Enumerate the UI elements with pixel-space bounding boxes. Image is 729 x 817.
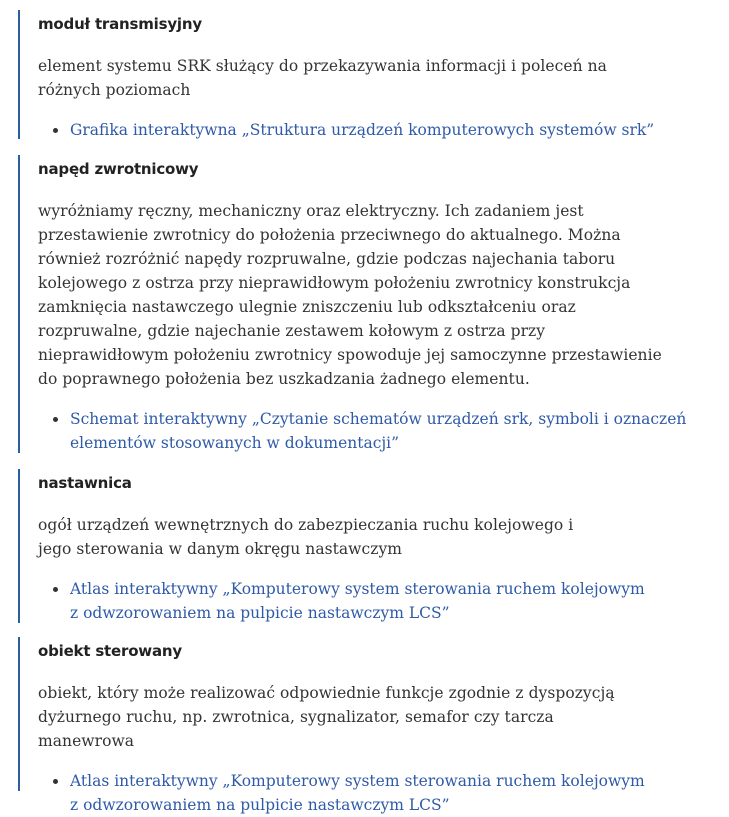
bullet-icon — [53, 779, 58, 784]
entry-term: moduł transmisyjny — [38, 15, 202, 33]
bullet-icon — [53, 128, 58, 133]
entry-definition: obiekt, który może realizować odpowiednie funkcje zgodnie z dyspozycją dyżurnego ruchu, np. zwrotnica, sygnalizator, semafor czy tarcza manewrowa — [38, 684, 615, 750]
entry-definition: wyróżniamy ręczny, mechaniczny oraz elektryczny. Ich zadaniem jest przestawienie zwrotnicy do położenia przeciwnego do aktualnego. Można również rozróżnić napędy rozpruwalne, gdzie podczas najechania taboru kolejowego z ostrza przy nieprawidłowym położeniu zwrotnicy konstrukcja zamknięcia nastawczego ulegnie zniszczeniu lub odkształceniu oraz rozpruwalne, gdzie najechanie zestawem kołowym z ostrza przy nieprawidłowym położeniu zwrotnicy spowoduje jej samoczynne przestawienie do poprawnego położenia bez uszkadzania żadnego elementu. — [38, 202, 662, 388]
bullet-icon — [53, 587, 58, 592]
entry-term: obiekt sterowany — [38, 642, 182, 660]
glossary-entry — [18, 10, 718, 139]
related-link-item — [38, 577, 718, 625]
related-link-item — [38, 118, 718, 142]
entry-definition: element systemu SRK służący do przekazywania informacji i poleceń na różnych poziomach — [38, 57, 607, 99]
related-resource-link[interactable]: Atlas interaktywny „Komputerowy system sterowania ruchem kolejowym z odwzorowaniem na pulpicie nastawczym LCS” — [70, 580, 645, 622]
bullet-icon — [53, 417, 58, 422]
glossary-entry — [18, 637, 718, 814]
related-links — [38, 769, 718, 817]
entry-definition: ogół urządzeń wewnętrznych do zabezpieczania ruchu kolejowego i jego sterowania w danym okręgu nastawczym — [38, 516, 574, 558]
related-links — [38, 577, 718, 625]
glossary-list — [0, 10, 729, 814]
related-resource-link[interactable]: Grafika interaktywna „Struktura urządzeń komputerowych systemów srk” — [70, 121, 655, 139]
related-links — [38, 407, 718, 455]
entry-term: nastawnica — [38, 474, 132, 492]
glossary-entry — [18, 155, 718, 453]
related-resource-link[interactable]: Schemat interaktywny „Czytanie schematów urządzeń srk, symboli i oznaczeń elementów stosowanych w dokumentacji” — [70, 410, 687, 452]
related-links — [38, 118, 718, 142]
related-resource-link[interactable]: Atlas interaktywny „Komputerowy system sterowania ruchem kolejowym z odwzorowaniem na pulpicie nastawczym LCS” — [70, 772, 645, 814]
related-link-item — [38, 407, 718, 455]
glossary-entry — [18, 469, 718, 623]
entry-term: napęd zwrotnicowy — [38, 160, 199, 178]
related-link-item — [38, 769, 718, 817]
